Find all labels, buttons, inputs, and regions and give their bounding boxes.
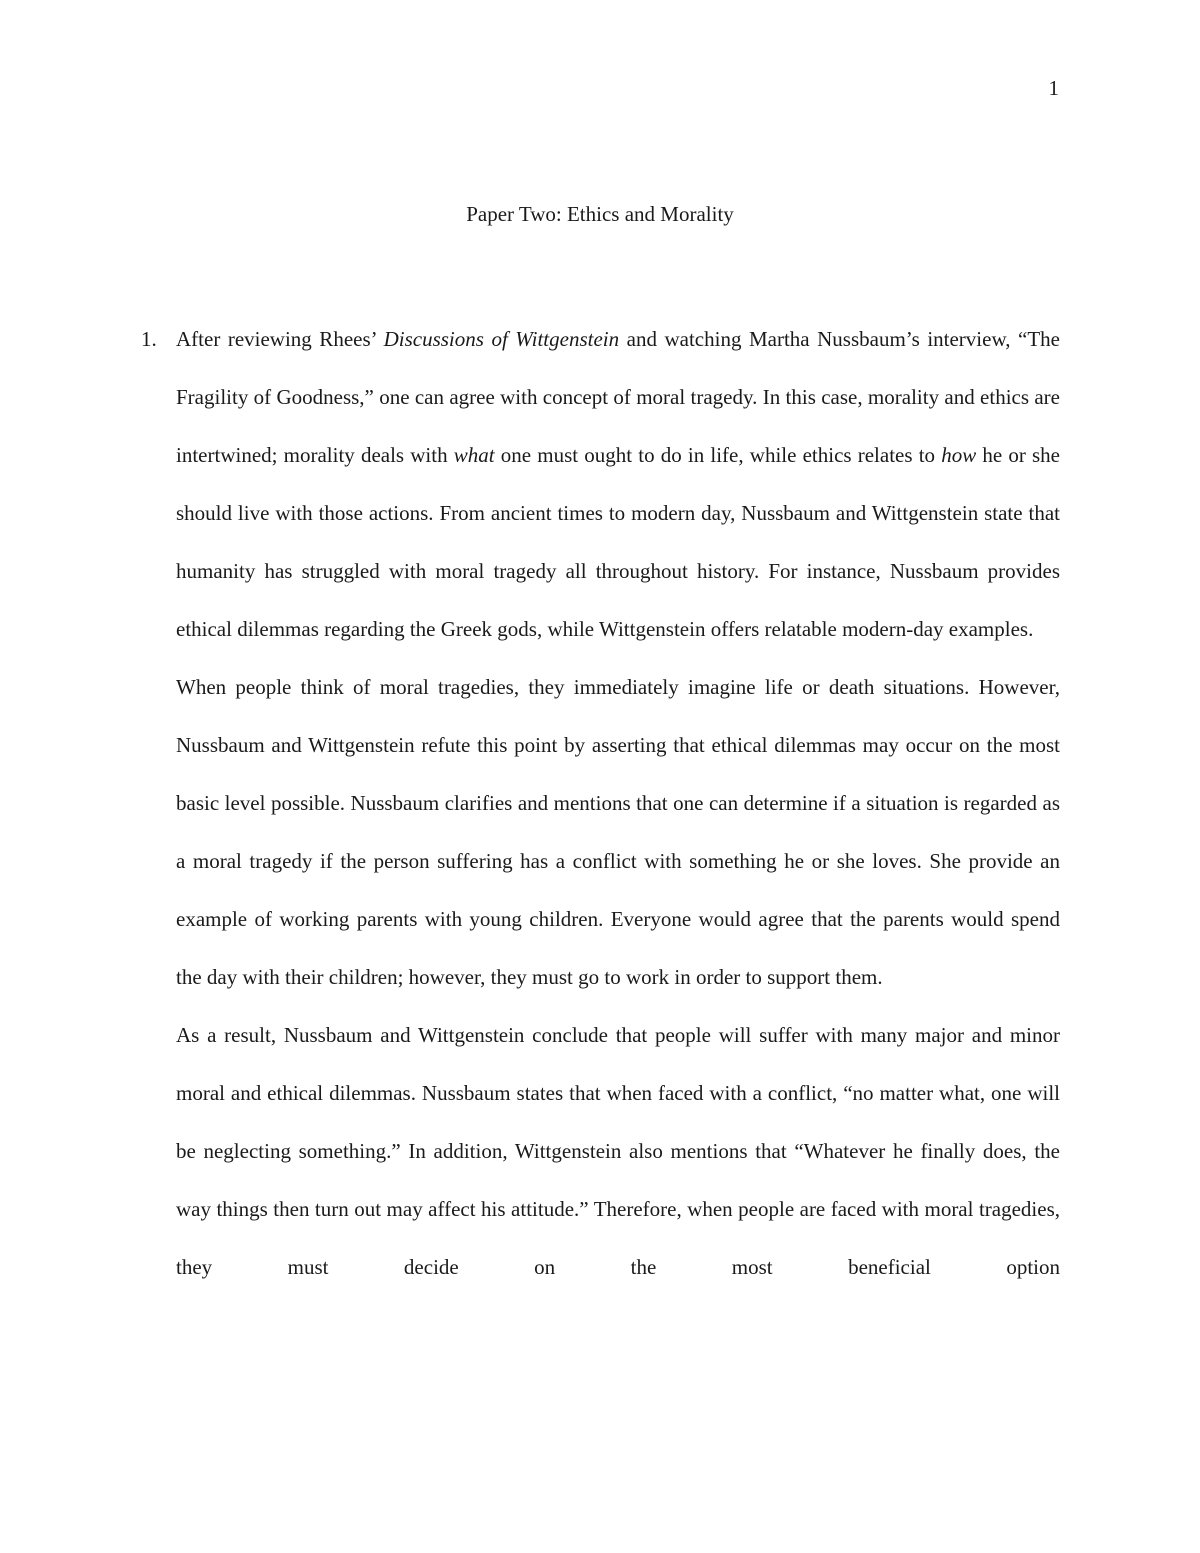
book-title-italic: Discussions of Wittgenstein <box>383 327 620 351</box>
paragraph-1-text-3: one must ought to do in life, while ethics relates to <box>494 443 942 467</box>
paragraph-1-text-4: he or she should live with those actions. From ancient times to modern day, Nussbaum and Wittgenstein state that humanity has struggled with moral tragedy all throughout history. For instance, Nussbaum provides ethical dilemmas regarding the Greek gods, while Wittgenstein offers relatable modern-day examples. <box>176 443 1060 641</box>
emphasis-what: what <box>453 443 495 467</box>
emphasis-how: how <box>941 443 977 467</box>
page-number: 1 <box>1048 76 1059 100</box>
paragraph-1-text-1: After reviewing Rhees’ <box>176 327 384 351</box>
paragraph-2: When people think of moral tragedies, they immediately imagine life or death situations. However, Nussbaum and Wittgenstein refute this point by asserting that ethical dilemmas may occur on the most basic level possible. Nussbaum clarifies and mentions that one can determine if a situation is regarded as a moral tragedy if the person suffering has a conflict with something he or she loves. She provide an example of working parents with young children. Everyone would agree that the parents would spend the day with their children; however, they must go to work in order to support them. <box>176 675 1060 989</box>
paragraph-3: As a result, Nussbaum and Wittgenstein conclude that people will suffer with many major and minor moral and ethical dilemmas. Nussbaum states that when faced with a conflict, “no matter what, one will be neglecting something.” In addition, Wittgenstein also mentions that “Whatever he finally does, the way things then turn out may affect his attitude.” Therefore, when people are faced with moral tragedies, they must decide on the most beneficial option <box>176 1023 1060 1279</box>
document-body <box>176 310 1060 1296</box>
paragraph-1-text-2: and watching Martha Nussbaum’s interview, “The Fragility of Goodness,” one can agree with concept of moral tragedy. In this case, morality and ethics are intertwined; morality deals with <box>176 327 1060 467</box>
list-marker: 1. <box>141 327 157 351</box>
document-title: Paper Two: Ethics and Morality <box>466 202 734 226</box>
paragraph-1 <box>176 310 1060 658</box>
